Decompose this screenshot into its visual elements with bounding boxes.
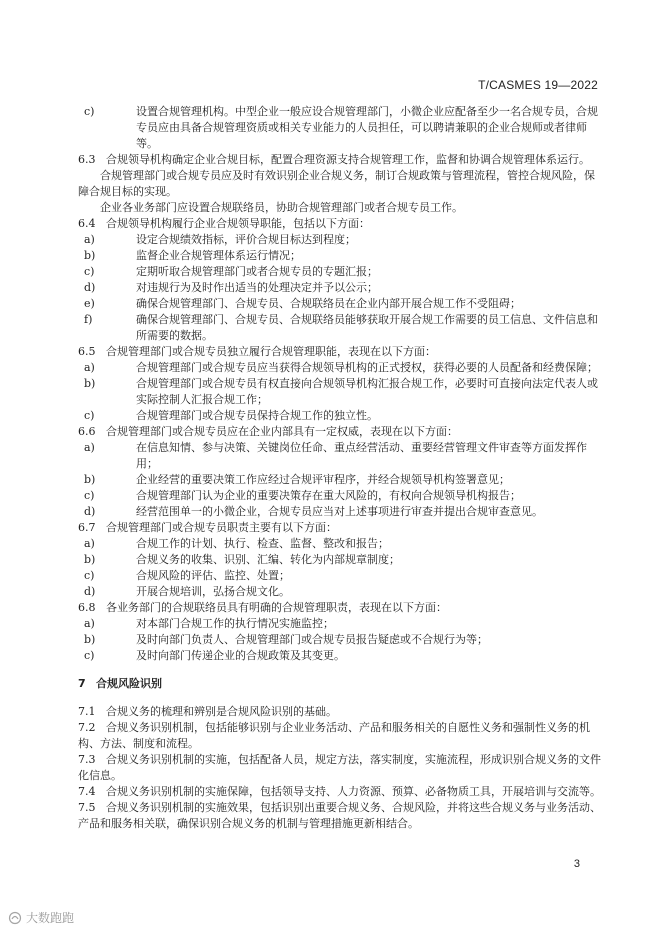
clause — [78, 216, 603, 232]
list-item-marker: b) — [84, 249, 96, 262]
list-item-marker: d) — [84, 281, 96, 294]
list-item-marker: b) — [84, 633, 96, 646]
clause-number: 6.8 — [78, 601, 96, 614]
list-item-marker: c) — [84, 409, 95, 422]
list-item-marker: a) — [84, 233, 95, 246]
list-item — [78, 536, 603, 552]
clause — [78, 152, 603, 168]
section-heading — [78, 676, 603, 692]
watermark-logo-icon — [8, 911, 22, 925]
list-item-marker: e) — [84, 297, 95, 310]
clause-number: 6.5 — [78, 345, 96, 358]
section-number: 7 — [78, 677, 86, 690]
list-item — [78, 232, 603, 248]
list-item-text: 经营范围单一的小微企业，合规专员应当对上述事项进行审查并提出合规审查意见。 — [136, 505, 543, 518]
list-item — [78, 248, 603, 264]
list-item-text: 合规义务的收集、识别、汇编、转化为内部规章制度； — [136, 553, 400, 566]
list-item — [78, 648, 603, 664]
paragraph — [78, 168, 603, 200]
list-item-text: 及时向部门传递企业的合规政策及其变更。 — [136, 649, 345, 662]
clause-text: 合规领导机构履行企业合规领导职能，包括以下方面： — [106, 217, 370, 230]
list-item — [78, 312, 603, 344]
list-item-marker: b) — [84, 377, 96, 390]
list-item-marker: d) — [84, 585, 96, 598]
clause-number: 7.1 — [78, 705, 96, 718]
list-item-text: 企业经营的重要决策工作应经过合规评审程序，并经合规领导机构签署意见； — [136, 473, 510, 486]
clause — [78, 704, 603, 720]
list-item-marker: a) — [84, 617, 95, 630]
list-item-marker: c) — [84, 569, 95, 582]
watermark-text: 大数跑跑 — [26, 911, 75, 925]
clause-text: 合规义务识别机制的实施保障，包括领导支持、人力资源、预算、必备物质工具，开展培训与交流等。 — [106, 785, 601, 798]
list-item-text: 监督企业合规管理体系运行情况； — [136, 249, 301, 262]
clause-text: 合规义务识别机制的实施，包括配备人员，规定方法，落实制度，实施流程，形成识别合规义务的文件化信息。 — [78, 753, 601, 782]
list-item — [78, 280, 603, 296]
list-item-text: 合规管理部门或合规专员保持合规工作的独立性。 — [136, 409, 378, 422]
list-item — [78, 488, 603, 504]
page-number: 3 — [573, 858, 580, 870]
list-item — [78, 376, 603, 408]
list-item — [78, 264, 603, 280]
list-item — [78, 360, 603, 376]
clause-text: 合规义务的梳理和辨别是合规风险识别的基础。 — [106, 705, 337, 718]
list-item — [78, 584, 603, 600]
list-item-text: 确保合规管理部门、合规专员、合规联络员能够获取开展合规工作需要的员工信息、文件信息和所需要的数据。 — [136, 313, 598, 342]
list-item-marker: b) — [84, 473, 96, 486]
list-item — [78, 472, 603, 488]
list-item — [78, 296, 603, 312]
clause — [78, 600, 603, 616]
clause-text: 合规管理部门或合规专员应在企业内部具有一定权威，表现在以下方面： — [106, 425, 458, 438]
list-item-text: 开展合规培训，弘扬合规文化。 — [136, 585, 290, 598]
list-item-marker: b) — [84, 553, 96, 566]
clause-text: 合规义务识别机制，包括能够识别与企业业务活动、产品和服务相关的自愿性义务和强制性义务的机构、方法、制度和流程。 — [78, 721, 590, 750]
clause-text: 合规管理部门或合规专员职责主要有以下方面： — [106, 521, 337, 534]
list-item — [78, 440, 603, 472]
list-item — [78, 408, 603, 424]
clause-number: 6.7 — [78, 521, 96, 534]
list-item-marker: c) — [84, 105, 95, 118]
list-item-text: 及时向部门负责人、合规管理部门或合规专员报告疑虑或不合规行为等； — [136, 633, 488, 646]
clause-number: 6.6 — [78, 425, 96, 438]
list-item-text: 合规工作的计划、执行、检查、监督、整改和报告； — [136, 537, 389, 550]
clause-number: 6.4 — [78, 217, 96, 230]
list-item-text: 对本部门合规工作的执行情况实施监控； — [136, 617, 334, 630]
source-watermark — [8, 909, 74, 926]
clause — [78, 752, 603, 784]
clause-text: 合规管理部门或合规专员独立履行合规管理职能，表现在以下方面： — [106, 345, 436, 358]
clause-number: 7.5 — [78, 801, 96, 814]
list-item — [78, 552, 603, 568]
document-body — [78, 104, 603, 832]
section-title: 合规风险识别 — [96, 677, 162, 690]
clause-number: 6.3 — [78, 153, 96, 166]
paragraph — [78, 200, 603, 216]
list-item-text: 合规管理部门认为企业的重要决策存在重大风险的，有权向合规领导机构报告； — [136, 489, 521, 502]
list-item — [78, 616, 603, 632]
list-item-text: 设置合规管理机构。中型企业一般应设合规管理部门，小微企业应配备至少一名合规专员，合规专员应由具备合规管理资质或相关专业能力的人员担任，可以聘请兼职的企业合规师或者律师等。 — [136, 105, 598, 150]
list-item-marker: a) — [84, 537, 95, 550]
list-item-text: 在信息知情、参与决策、关键岗位任命、重点经营活动、重要经营管理文件审查等方面发挥作用； — [136, 441, 587, 470]
paragraph-text: 合规管理部门或合规专员应及时有效识别企业合规义务，制订合规政策与管理流程，管控合规风险，保障合规目标的实现。 — [78, 169, 595, 198]
clause — [78, 800, 603, 832]
list-item-marker: a) — [84, 361, 95, 374]
clause-text: 合规义务识别机制的实施效果，包括识别出重要合规义务、合规风险，并将这些合规义务与业务活动、产品和服务相关联，确保识别合规义务的机制与管理措施更新相结合。 — [78, 801, 601, 830]
list-item-text: 设定合规绩效指标，评价合规目标达到程度； — [136, 233, 356, 246]
clause-text: 各业务部门的合规联络员具有明确的合规管理职责，表现在以下方面： — [106, 601, 447, 614]
clause — [78, 344, 603, 360]
clause — [78, 720, 603, 752]
clause-number: 7.2 — [78, 721, 96, 734]
list-item-marker: f) — [84, 313, 93, 326]
list-item — [78, 632, 603, 648]
list-item — [78, 504, 603, 520]
list-item-text: 合规管理部门或合规专员有权直接向合规领导机构汇报合规工作，必要时可直接向法定代表人或实际控制人汇报合规工作； — [136, 377, 598, 406]
clause-number: 7.4 — [78, 785, 96, 798]
clause — [78, 520, 603, 536]
list-item-text: 确保合规管理部门、合规专员、合规联络员在企业内部开展合规工作不受阻碍； — [136, 297, 521, 310]
list-item-marker: d) — [84, 505, 96, 518]
clause — [78, 424, 603, 440]
clause — [78, 784, 603, 800]
list-item-text: 合规风险的评估、监控、处置； — [136, 569, 290, 582]
list-item-marker: c) — [84, 489, 95, 502]
document-id-header: T/CASMES 19—2022 — [478, 78, 598, 92]
list-item — [78, 104, 603, 152]
list-item-text: 定期听取合规管理部门或者合规专员的专题汇报； — [136, 265, 378, 278]
list-item-marker: c) — [84, 649, 95, 662]
clause-number: 7.3 — [78, 753, 96, 766]
paragraph-text: 企业各业务部门应设置合规联络员，协助合规管理部门或者合规专员工作。 — [100, 201, 463, 214]
list-item-marker: a) — [84, 441, 95, 454]
clause-text: 合规领导机构确定企业合规目标，配置合理资源支持合规管理工作，监督和协调合规管理体系运行。 — [106, 153, 590, 166]
list-item-text: 合规管理部门或合规专员应当获得合规领导机构的正式授权，获得必要的人员配备和经费保障； — [136, 361, 598, 374]
list-item — [78, 568, 603, 584]
list-item-text: 对违规行为及时作出适当的处理决定并予以公示； — [136, 281, 378, 294]
list-item-marker: c) — [84, 265, 95, 278]
